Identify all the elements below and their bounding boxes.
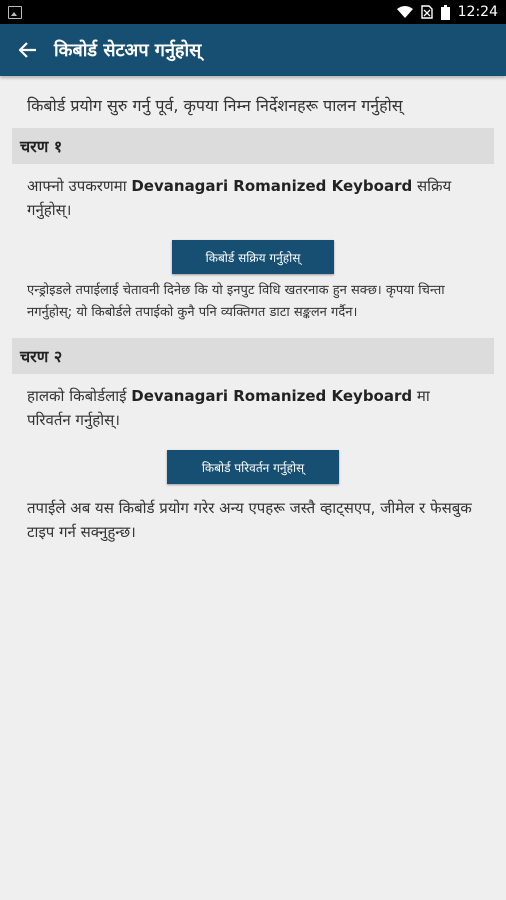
step-1-instruction [27, 174, 476, 222]
step-1-header: चरण १ [12, 128, 494, 164]
app-bar [0, 24, 506, 76]
enable-keyboard-button[interactable]: किबोर्ड सक्रिय गर्नुहोस् [172, 240, 334, 274]
final-info-text: तपाईले अब यस किबोर्ड प्रयोग गरेर अन्य एपहरू जस्तै व्हाट्सएप, जीमेल र फेसबुक टाइप गर्न सक्नुहुन्छ। [27, 499, 472, 541]
back-button[interactable] [0, 24, 56, 76]
step-2-text-before: हालको किबोर्डलाई [27, 387, 132, 405]
image-notification-icon [8, 6, 22, 19]
clock: 12:24 [457, 4, 498, 20]
status-bar [0, 0, 506, 24]
step-2-instruction [27, 384, 476, 432]
setup-content [0, 76, 506, 544]
intro-text: किबोर्ड प्रयोग सुरु गर्नु पूर्व, कृपया निम्न निर्देशनहरू पालन गर्नुहोस् [27, 96, 403, 115]
switch-keyboard-button[interactable]: किबोर्ड परिवर्तन गर्नुहोस् [167, 450, 339, 484]
step-2-text-after: मा परिवर्तन गर्नुहोस्। [27, 387, 430, 429]
step-2-keyboard-name: Devanagari Romanized Keyboard [131, 387, 413, 405]
step-1-text-after: सक्रिय गर्नुहोस्। [27, 177, 452, 219]
step-1-warning-note: एन्ड्रोइडले तपाईलाई चेतावनी दिनेछ कि यो इनपुट विधि खतरनाक हुन सक्छ। कृपया चिन्ता नगर्नुहोस्; यो किबोर्डले तपाईको कुनै पनि व्यक्तिगत डाटा सङ्कलन गर्दैन। [27, 283, 445, 320]
page-title: किबोर्ड सेटअप गर्नुहोस् [54, 40, 202, 61]
wifi-icon [397, 6, 413, 18]
step-1-keyboard-name: Devanagari Romanized Keyboard [131, 177, 413, 195]
no-sim-icon [421, 5, 433, 19]
step-2-header: चरण २ [12, 338, 494, 374]
battery-icon [441, 5, 450, 20]
arrow-left-icon [19, 42, 37, 58]
step-1-text-before: आफ्नो उपकरणमा [27, 177, 132, 195]
